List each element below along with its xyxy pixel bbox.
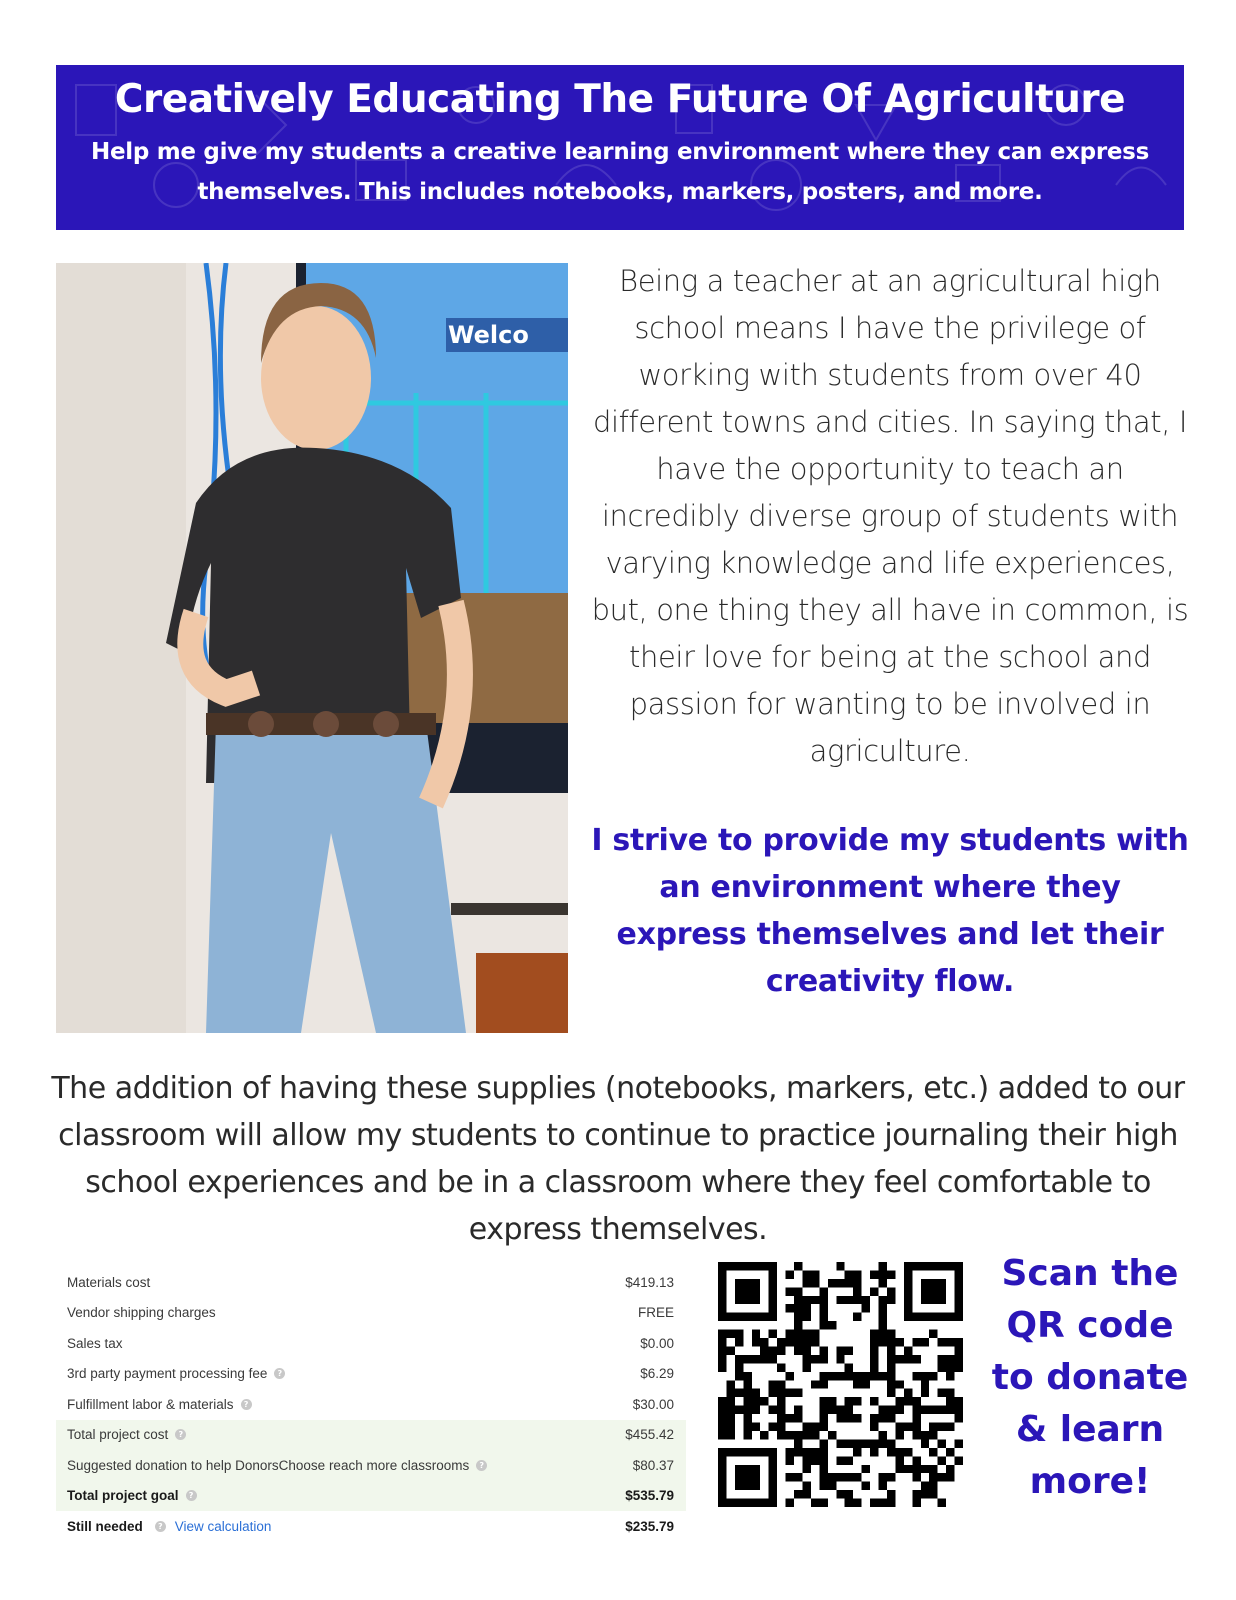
- row-label: Fulfillment labor & materials: [67, 1396, 234, 1412]
- row-value: $0.00: [640, 1335, 674, 1351]
- row-value: $6.29: [640, 1366, 674, 1382]
- cost-row-suggested-donation: [56, 1450, 686, 1481]
- cta-line: & learn: [1015, 1409, 1165, 1450]
- row-label: Vendor shipping charges: [67, 1305, 216, 1321]
- row-value: FREE: [637, 1305, 674, 1321]
- row-value: $535.79: [625, 1488, 674, 1504]
- header-banner: [56, 65, 1184, 230]
- donate-qr-code[interactable]: [718, 1262, 963, 1507]
- cost-row-sales-tax: [56, 1328, 686, 1359]
- scan-qr-cta: [990, 1248, 1190, 1508]
- cta-line: to donate: [991, 1357, 1189, 1398]
- row-label: Suggested donation to help DonorsChoose reach more classrooms: [67, 1457, 470, 1473]
- teacher-photo: [56, 263, 568, 1033]
- help-icon[interactable]: ?: [241, 1399, 252, 1410]
- row-value: $80.37: [632, 1457, 674, 1473]
- row-label: Materials cost: [67, 1274, 151, 1290]
- help-icon[interactable]: ?: [175, 1429, 186, 1440]
- row-value: $419.13: [625, 1274, 674, 1290]
- view-calculation-link[interactable]: View calculation: [174, 1518, 272, 1534]
- cta-line: more!: [1029, 1461, 1151, 1502]
- cost-row-total-cost: [56, 1420, 686, 1451]
- cta-line: Scan the: [1001, 1253, 1179, 1294]
- help-icon[interactable]: ?: [155, 1521, 166, 1532]
- page-title: Creatively Educating The Future Of Agriculture: [114, 77, 1126, 122]
- supplies-paragraph: The addition of having these supplies (notebooks, markers, etc.) added to our classroom will allow my students to continue to practice journaling their high school experiences and be in a classroom where they feel comfortable to express themselves.: [51, 1071, 1185, 1247]
- row-label: Sales tax: [67, 1335, 123, 1351]
- screen-text: Welco: [448, 321, 529, 349]
- cost-row-shipping: [56, 1298, 686, 1329]
- help-icon[interactable]: ?: [274, 1368, 285, 1379]
- row-label: Still needed: [67, 1518, 143, 1534]
- row-label: Total project goal: [67, 1488, 179, 1504]
- cost-breakdown-table: [56, 1267, 686, 1542]
- cost-row-processing-fee: [56, 1359, 686, 1390]
- help-icon[interactable]: ?: [186, 1490, 197, 1501]
- help-icon[interactable]: ?: [476, 1460, 487, 1471]
- row-value: $30.00: [632, 1396, 674, 1412]
- row-value: $235.79: [625, 1518, 674, 1534]
- cost-row-still-needed: [56, 1511, 686, 1542]
- intro-paragraph: Being a teacher at an agricultural high school means I have the privilege of working with students from over 40 different towns and cities. In saying that, I have the opportunity to teach an incredibly diverse group of students with varying knowledge and life experiences, but, one thing they all have in common, is their love for being at the school and passion for wanting to be involved in agriculture.: [591, 264, 1189, 768]
- cost-row-total-goal: [56, 1481, 686, 1512]
- row-label: Total project cost: [67, 1427, 169, 1443]
- strive-statement: I strive to provide my students with an environment where they express themselves and let their creativity flow.: [591, 823, 1189, 999]
- cta-line: QR code: [1006, 1305, 1174, 1346]
- row-value: $455.42: [625, 1427, 674, 1443]
- cost-row-fulfillment: [56, 1389, 686, 1420]
- row-label: 3rd party payment processing fee: [67, 1366, 268, 1382]
- cost-row-materials: [56, 1267, 686, 1298]
- page-subtitle: Help me give my students a creative learning environment where they can express themselves. This includes notebooks, markers, posters, and more.: [91, 139, 1149, 205]
